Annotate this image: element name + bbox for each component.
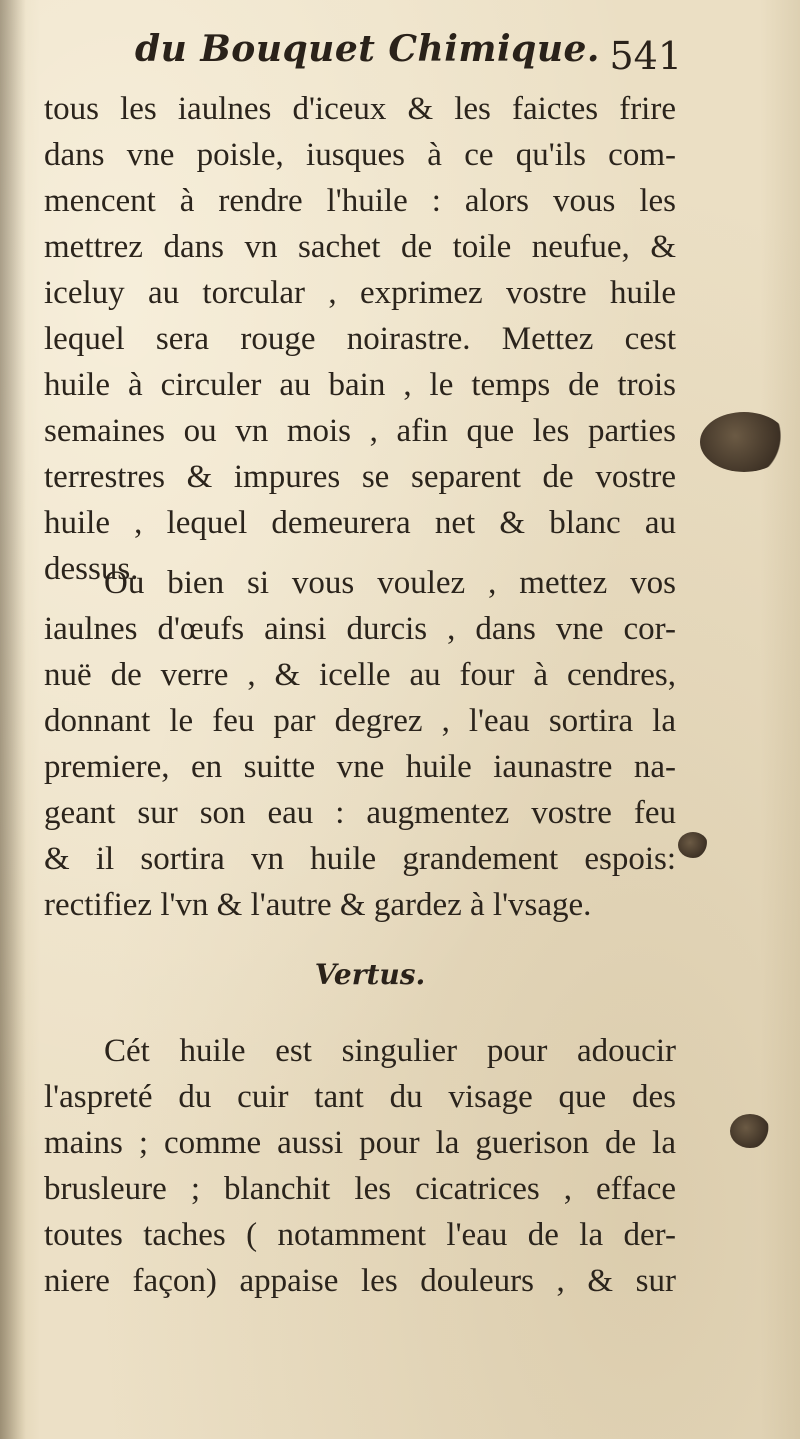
text-line: terrestres & impures se separent de vostre: [44, 459, 676, 495]
text-line: l'aspreté du cuir tant du visage que des: [44, 1079, 676, 1115]
text-line: huile à circuler au bain , le temps de trois: [44, 367, 676, 403]
paragraph-2: [44, 560, 676, 928]
text-line: dans vne poisle, iusques à ce qu'ils com-: [44, 137, 676, 173]
text-line: geant sur son eau : augmentez vostre feu: [44, 795, 676, 831]
running-head: du Bouquet Chimique.: [135, 28, 600, 70]
text-line: Ou bien si vous voulez , mettez vos: [104, 565, 676, 601]
text-line: mains ; comme aussi pour la guerison de la: [44, 1125, 676, 1161]
gutter-shadow: [0, 0, 26, 1439]
paragraph-1: [44, 86, 676, 592]
text-line: lequel sera rouge noirastre. Mettez cest: [44, 321, 676, 357]
text-line: donnant le feu par degrez , l'eau sortira la: [44, 703, 676, 739]
text-line: mencent à rendre l'huile : alors vous les: [44, 183, 676, 219]
ink-stain: [700, 412, 788, 472]
paragraph-3: [44, 1028, 676, 1304]
text-line: nuë de verre , & icelle au four à cendres,: [44, 657, 676, 693]
text-line: mettrez dans vn sachet de toile neufue, &: [44, 229, 676, 265]
text-line: niere façon) appaise les douleurs , & sur: [44, 1263, 676, 1299]
text-line: toutes taches ( notamment l'eau de la der-: [44, 1217, 676, 1253]
ink-stain: [730, 1114, 770, 1148]
text-line: Cét huile est singulier pour adoucir: [104, 1033, 676, 1069]
text-line: dessus.: [44, 551, 139, 587]
text-line: iceluy au torcular , exprimez vostre huile: [44, 275, 676, 311]
text-line: semaines ou vn mois , afin que les parties: [44, 413, 676, 449]
text-line: huile , lequel demeurera net & blanc au: [44, 505, 676, 541]
text-line: premiere, en suitte vne huile iaunastre na-: [44, 749, 676, 785]
text-line: brusleure ; blanchit les cicatrices , efface: [44, 1171, 676, 1207]
text-line: iaulnes d'œufs ainsi durcis , dans vne cor-: [44, 611, 676, 647]
text-line: tous les iaulnes d'iceux & les faictes frire: [44, 91, 676, 127]
text-line: rectifiez l'vn & l'autre & gardez à l'vsage.: [44, 887, 592, 923]
text-line: & il sortira vn huile grandement espois:: [44, 841, 676, 877]
section-heading: Vertus.: [314, 958, 426, 991]
ink-stain: [678, 832, 708, 858]
page-number: 541: [609, 34, 682, 78]
